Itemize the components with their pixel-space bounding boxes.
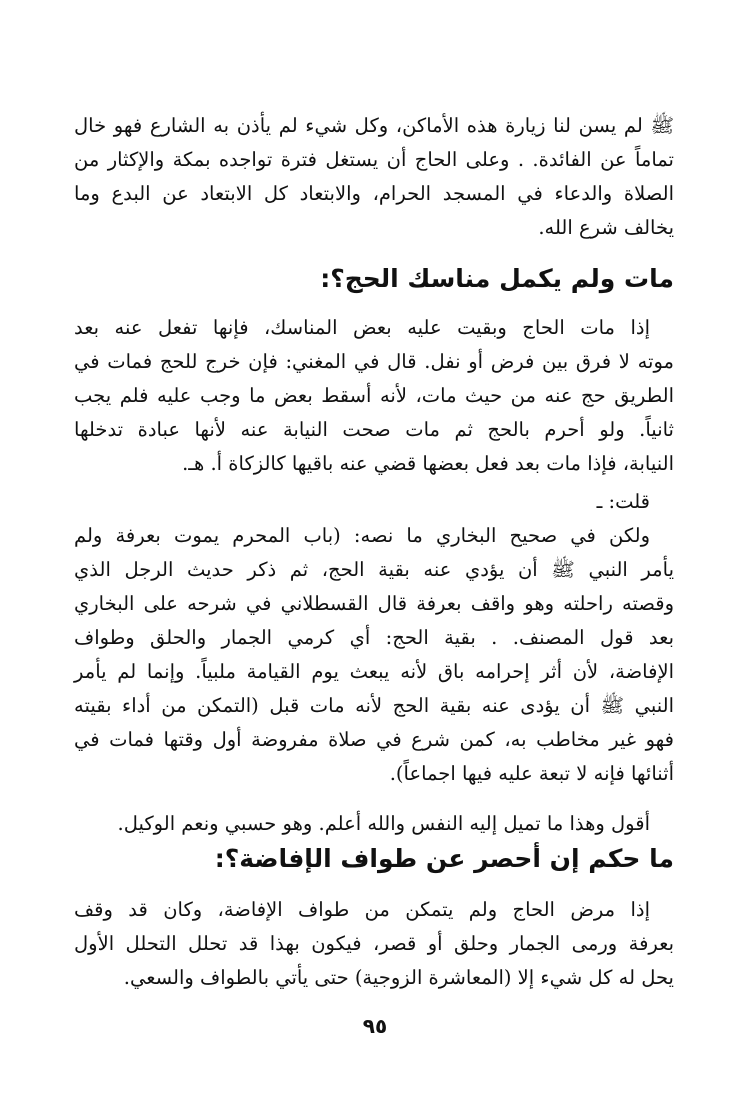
paragraph-line: ولكن في صحيح البخاري ما نصه: (باب المحرم يموت بعرفة ولم bbox=[74, 524, 650, 547]
paragraph-line: موته لا فرق بين فرض أو نفل. قال في المغني: فإن خرج للحج فمات في bbox=[74, 350, 674, 373]
page-number: ٩٥ bbox=[362, 1014, 388, 1038]
paragraph-line: إذا مات الحاج وبقيت عليه بعض المناسك، فإنها تفعل عنه بعد bbox=[74, 316, 650, 339]
paragraph-line: الطريق حج عنه من حيث مات، لأنه أسقط بعض ما وجب عليه فلم يجب bbox=[74, 384, 674, 407]
paragraph-line: النيابة، فإذا مات بعد فعل بعضها قضي عنه باقيها كالزكاة أ. هـ. bbox=[182, 452, 674, 475]
paragraph-line: تماماً عن الفائدة. . وعلى الحاج أن يستغل فترة تواجده بمكة والإكثار من bbox=[74, 148, 674, 171]
paragraph-line: أثنائها فإنه لا تبعة عليه فيها اجماعاً). bbox=[389, 762, 674, 785]
paragraph-line: أقول وهذا ما تميل إليه النفس والله أعلم. وهو حسبي ونعم الوكيل. bbox=[117, 812, 650, 835]
paragraph-line: بعرفة ورمى الجمار وحلق أو قصر، فيكون بهذا قد تحلل التحلل الأول bbox=[74, 932, 674, 955]
paragraph-line: الإفاضة، لأن أثر إحرامه باق لأنه يبعث يوم القيامة ملبياً. وإنما لم يأمر bbox=[74, 660, 674, 683]
paragraph-line: يخالف شرع الله. bbox=[538, 216, 674, 239]
note-label: قلت: ـ bbox=[596, 490, 650, 513]
paragraph-line: فهو غير مخاطب به، كمن شرع في صلاة مفروضة أول وقتها فمات في bbox=[74, 728, 674, 751]
section-heading: ما حكم إن أحصر عن طواف الإفاضة؟: bbox=[214, 844, 674, 873]
paragraph-line: الصلاة والدعاء في المسجد الحرام، والابتعاد كل الابتعاد عن البدع وما bbox=[74, 182, 674, 205]
paragraph-line: النبي ﷺ أن يؤدى عنه بقية الحج لأنه مات قبل (التمكن من أداء بقيته bbox=[74, 694, 674, 717]
paragraph-line: ثانياً. ولو أحرم بالحج ثم مات صحت النيابة عنه لأنها عبادة تدخلها bbox=[74, 418, 674, 441]
paragraph-line: وقصته راحلته وهو واقف بعرفة قال القسطلاني في شرحه على البخاري bbox=[74, 592, 674, 615]
section-heading: مات ولم يكمل مناسك الحج؟: bbox=[320, 264, 674, 293]
paragraph-line: يأمر النبي ﷺ أن يؤدي عنه بقية الحج، ثم ذكر حديث الرجل الذي bbox=[74, 558, 674, 581]
paragraph-line: إذا مرض الحاج ولم يتمكن من طواف الإفاضة، وكان قد وقف bbox=[74, 898, 650, 921]
paragraph-line: بعد قول المصنف. . بقية الحج: أي كرمي الجمار والحلق وطواف bbox=[74, 626, 674, 649]
paragraph-line: ﷺ لم يسن لنا زيارة هذه الأماكن، وكل شيء لم يأذن به الشارع فهو خال bbox=[74, 114, 674, 137]
paragraph-line: يحل له كل شيء إلا (المعاشرة الزوجية) حتى يأتي بالطواف والسعي. bbox=[123, 966, 674, 989]
